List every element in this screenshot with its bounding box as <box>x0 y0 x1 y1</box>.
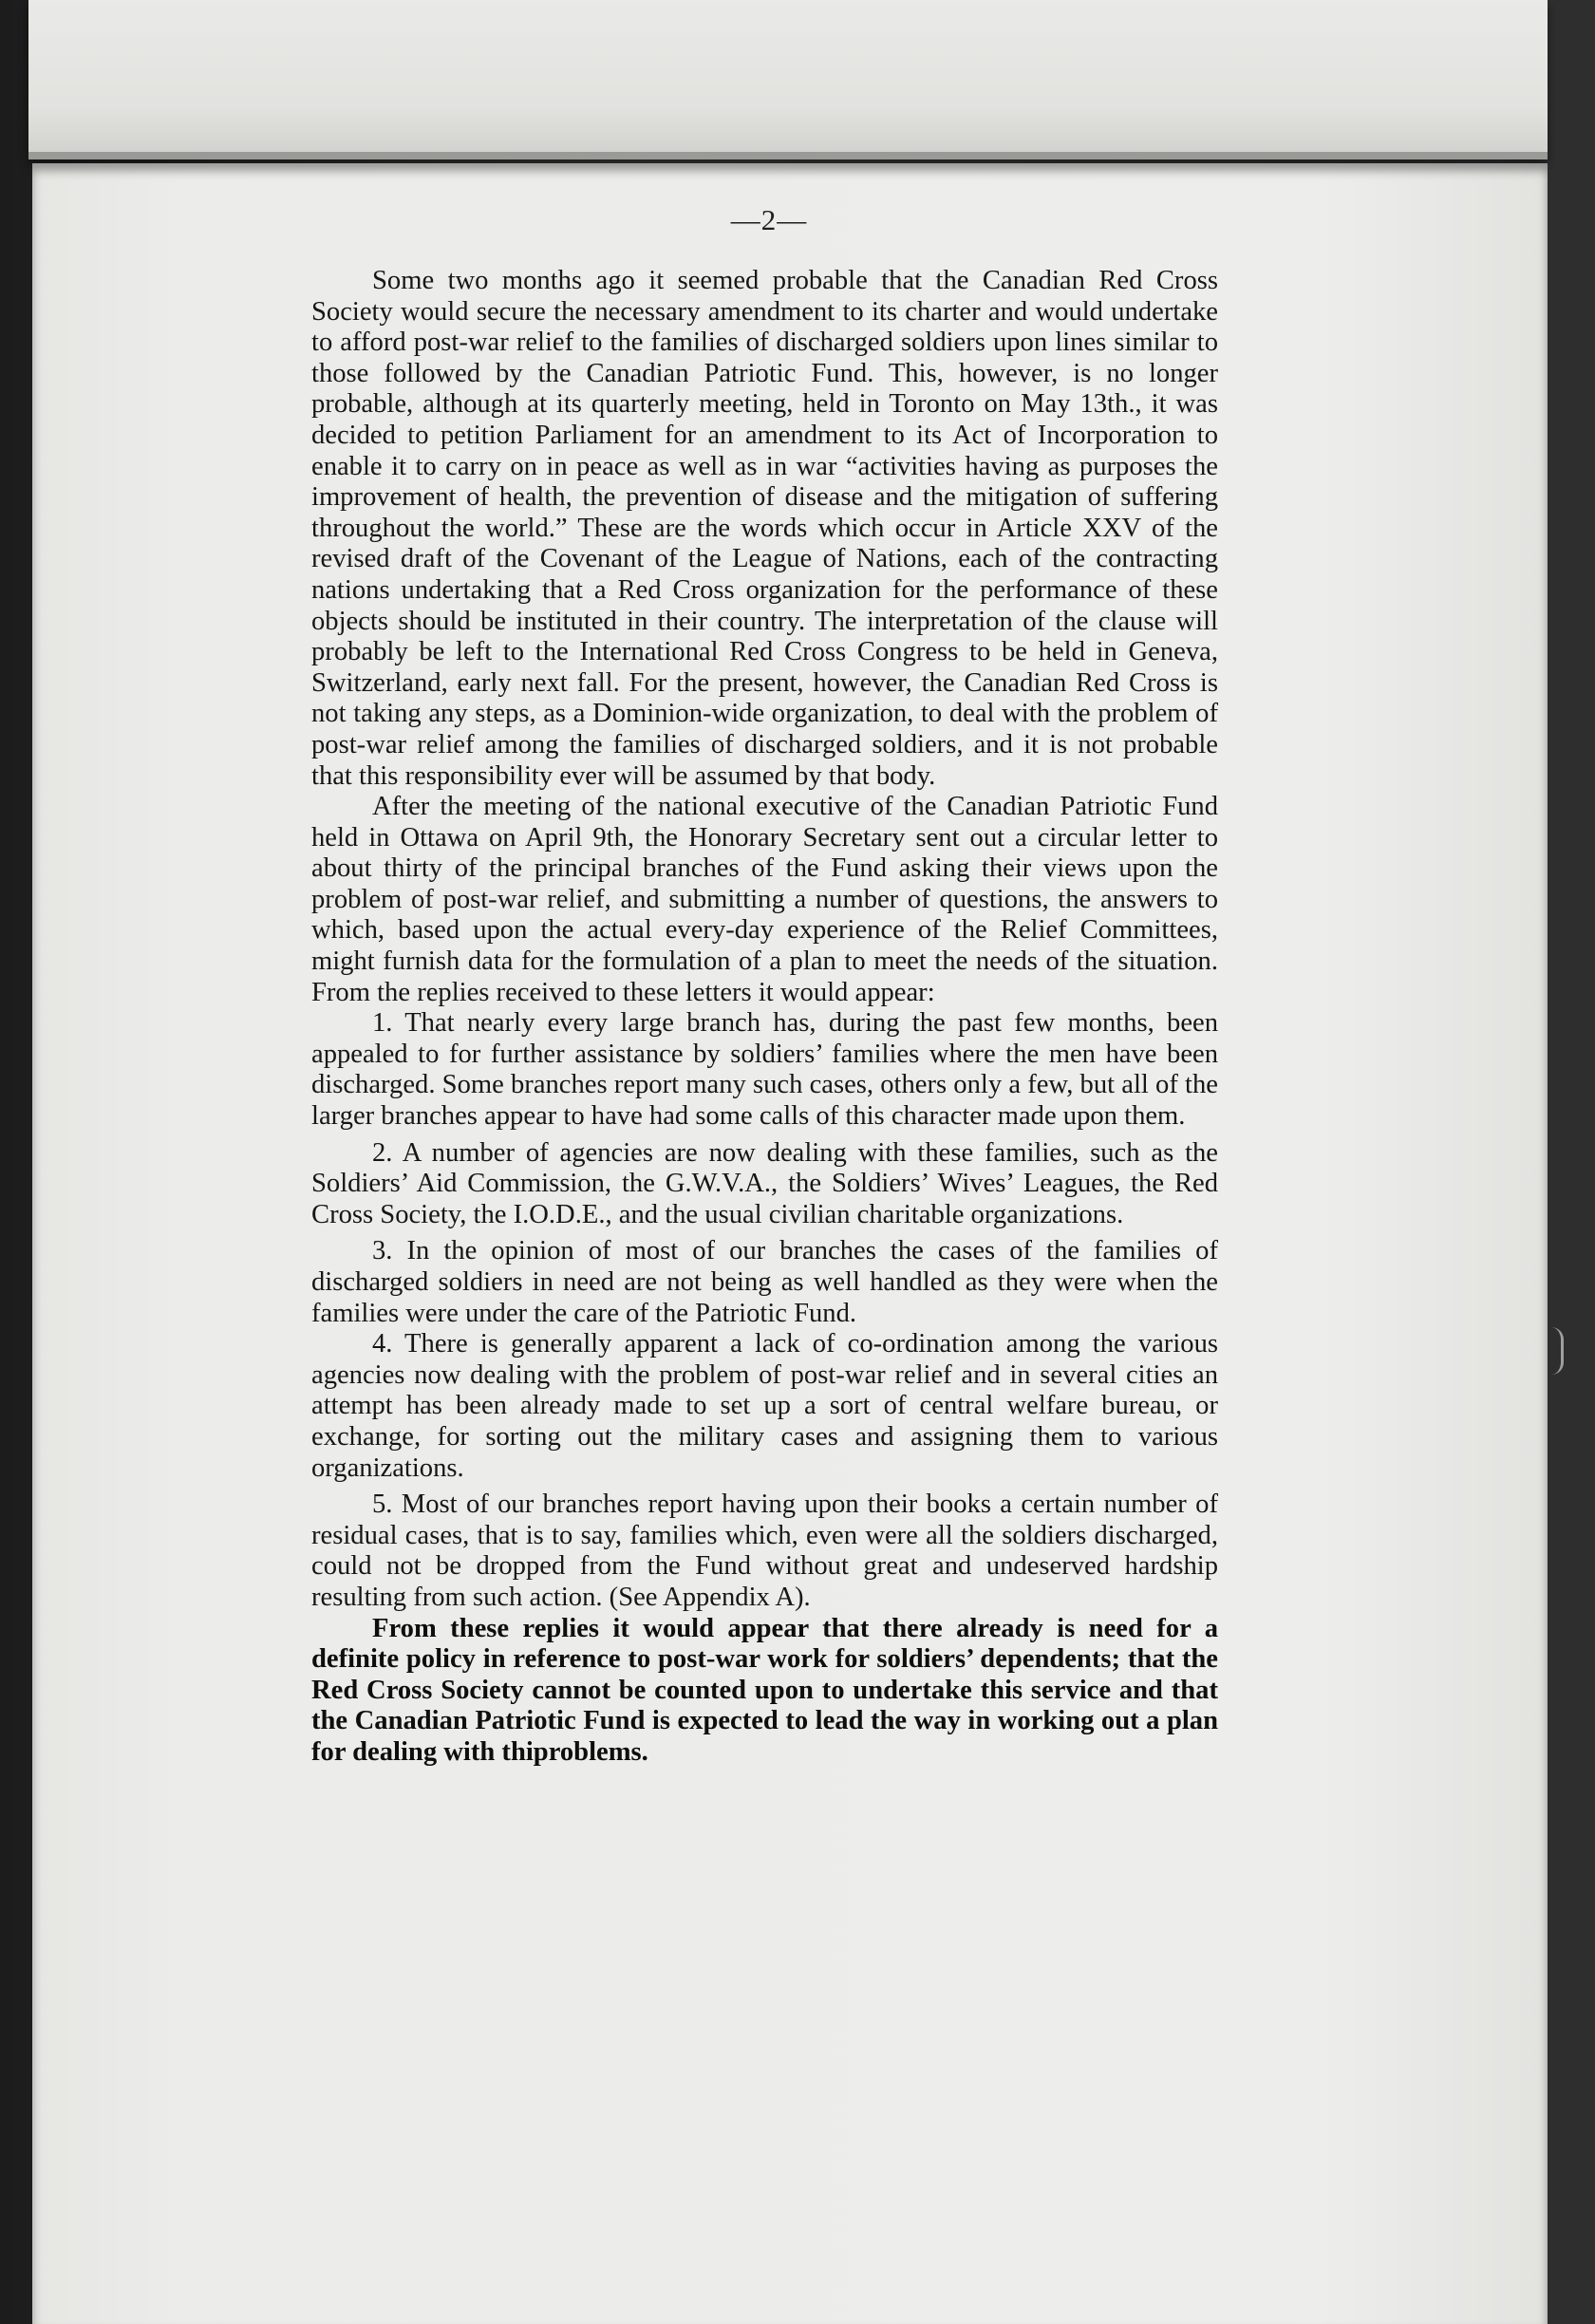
paragraph-conclusion: From these replies it would appear that there already is need for a definite policy in reference to post-war work for soldiers’ dependents; that the Red Cross Society cannot be counted upon to undertake this service and that the Canadian Patriotic Fund is expected to lead the way in working out a plan for dealing with thiproblems. <box>311 1613 1218 1767</box>
document-body <box>311 266 1218 1769</box>
paragraph-circular-letter: After the meeting of the national executive of the Canadian Patriotic Fund held in Ottawa on April 9th, the Honorary Secretary sent out a circular letter to about thirty of the principal branches of the Fund asking their views upon the problem of post-war relief, and submitting a number of questions, the answers to which, based upon the actual every-day experience of the Relief Committees, might furnish data for the formulation of a plan to meet the needs of the situation. From the replies received to these letters it would appear: <box>311 792 1218 1007</box>
previous-page-edge <box>28 0 1548 159</box>
paragraph-red-cross-amendment: Some two months ago it seemed probable that the Canadian Red Cross Society would secure the necessary amendment to its charter and would undertake to afford post-war relief to the families of discharged soldiers upon lines similar to those followed by the Canadian Patriotic Fund. This, however, is no longer probable, although at its quarterly meeting, held in Toronto on May 13th., it was decided to petition Parliament for an amendment to its Act of Incorporation to enable it to carry on in peace as well as in war “activities having as purposes the improvement of health, the prevention of disease and the mitigation of suffering throughout the world.” These are the words which occur in Article XXV of the revised draft of the Covenant of the League of Nations, each of the contracting nations undertaking that a Red Cross organization for the performance of these objects should be instituted in their country. The interpretation of the clause will probably be left to the International Red Cross Congress to be held in Geneva, Switzerland, early next fall. For the present, however, the Canadian Red Cross is not taking any steps, as a Dominion-wide organization, to deal with the problem of post-war relief among the families of discharged soldiers, and it is not probable that this responsibility ever will be assumed by that body. <box>311 266 1218 791</box>
finding-4: 4. There is generally apparent a lack of co-ordination among the various agencies now dealing with the problem of post-war relief and in several cities an attempt has been already made to set up a sort of central welfare bureau, or exchange, for sorting out the military cases and assigning them to various organizations. <box>311 1329 1218 1483</box>
binding-mark <box>1551 1327 1564 1375</box>
finding-5: 5. Most of our branches report having upon their books a certain number of residual cases, that is to say, families which, even were all the soldiers discharged, could not be dropped from the Fund without great and undeserved hardship resulting from such action. (See Appendix A). <box>311 1490 1218 1612</box>
page-number: —2— <box>730 203 808 236</box>
finding-1: 1. That nearly every large branch has, during the past few months, been appealed to for further assistance by soldiers’ families where the men have been discharged. Some branches report many such cases, others only a few, but all of the larger branches appear to have had some calls of this character made upon them. <box>311 1008 1218 1132</box>
finding-3: 3. In the opinion of most of our branches the cases of the families of discharged soldiers in need are not being as well handled as they were when the families were under the care of the Patriotic Fund. <box>311 1236 1218 1328</box>
finding-2: 2. A number of agencies are now dealing with these families, such as the Soldiers’ Aid Commission, the G.W.V.A., the Soldiers’ Wives’ Leagues, the Red Cross Society, the I.O.D.E., and the usual civilian charitable organizations. <box>311 1137 1218 1229</box>
